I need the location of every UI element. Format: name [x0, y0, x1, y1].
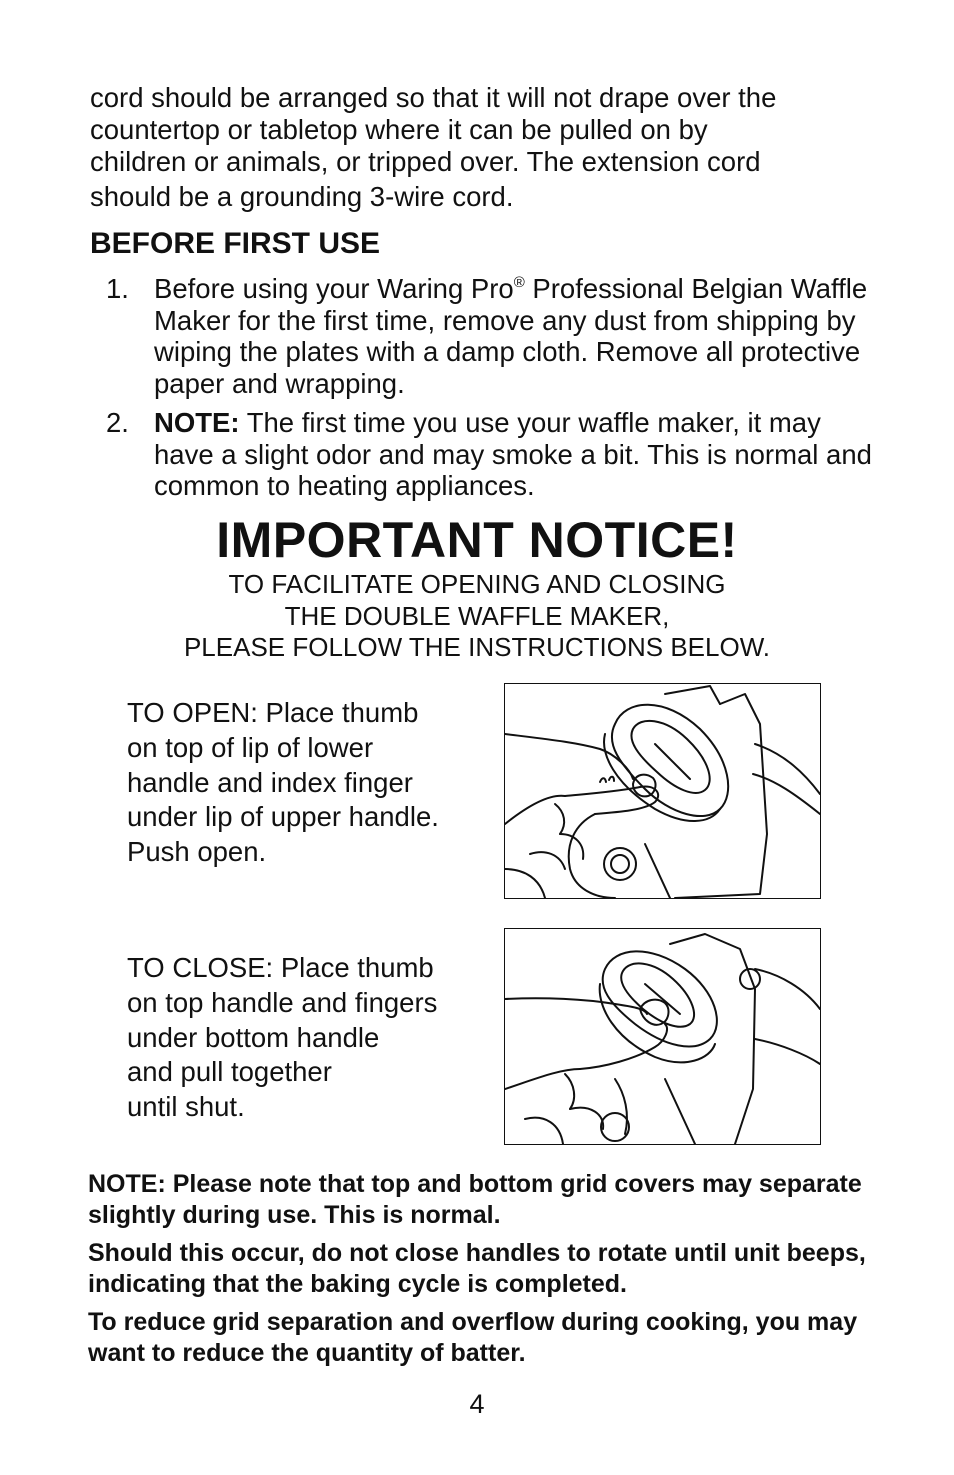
notice-subtitle-line: THE DOUBLE WAFFLE MAKER,: [284, 600, 670, 631]
notice-subtitle-line: PLEASE FOLLOW THE INSTRUCTIONS BELOW.: [183, 632, 771, 662]
step-text-part: Professional Belgian Waffle Maker for the first time, remove any dust from shipping by wiping the plates with a damp cloth. Remove all protective paper and wrapping.: [154, 273, 868, 399]
before-first-use-steps: [106, 273, 876, 502]
open-handle-illustration: [504, 683, 821, 899]
important-notice-subtitle: [0, 569, 954, 664]
close-handle-illustration: [504, 928, 821, 1145]
intro-line: children or animals, or tripped over. The extension cord: [90, 146, 761, 177]
close-instruction-line: on top handle and fingers: [127, 986, 438, 1018]
open-instruction-line: under lip of upper handle.: [127, 801, 439, 833]
close-instruction-line: and pull together: [127, 1056, 332, 1088]
note-paragraph: NOTE: Please note that top and bottom grid covers may separate slightly during use. This is normal.: [88, 1170, 862, 1229]
note-paragraph: To reduce grid separation and overflow during cooking, you may want to reduce the quantity of batter.: [88, 1308, 858, 1367]
intro-paragraph: [90, 82, 880, 213]
important-notice-title: IMPORTANT NOTICE!: [216, 512, 738, 568]
open-instruction-line: on top of lip of lower: [127, 731, 374, 763]
step-note-label: NOTE:: [154, 407, 240, 438]
note-paragraph: Should this occur, do not close handles to rotate until unit beeps, indicating that the baking cycle is completed.: [88, 1239, 866, 1298]
close-instruction-line: until shut.: [127, 1091, 245, 1123]
page-number: 4: [469, 1389, 485, 1419]
step-text: The first time you use your waffle maker, it may have a slight odor and may smoke a bit. This is normal and common to heating appliances.: [154, 407, 872, 501]
close-instruction-line: TO CLOSE: Place thumb: [127, 952, 434, 983]
open-instruction-line: TO OPEN: Place thumb: [127, 697, 419, 728]
step-item: [106, 407, 876, 502]
step-number: 1.: [106, 273, 129, 304]
step-item: [106, 273, 876, 399]
intro-line: should be a grounding 3-wire cord.: [90, 181, 514, 212]
step-text-part: Before using your Waring Pro: [154, 273, 514, 304]
intro-line: cord should be arranged so that it will not drape over the: [90, 82, 777, 113]
notice-subtitle-line: TO FACILITATE OPENING AND CLOSING: [228, 569, 726, 599]
notes-section: [88, 1169, 878, 1369]
before-first-use-heading: BEFORE FIRST USE: [90, 227, 381, 260]
step-number: 2.: [106, 407, 129, 438]
open-instruction-line: Push open.: [127, 836, 267, 868]
close-instructions: [127, 951, 487, 1125]
close-instruction-line: under bottom handle: [127, 1021, 380, 1053]
registered-mark: ®: [513, 274, 525, 291]
intro-line: countertop or tabletop where it can be pulled on by: [90, 114, 708, 145]
open-instructions: [127, 696, 487, 870]
open-instruction-line: handle and index finger: [127, 766, 413, 798]
